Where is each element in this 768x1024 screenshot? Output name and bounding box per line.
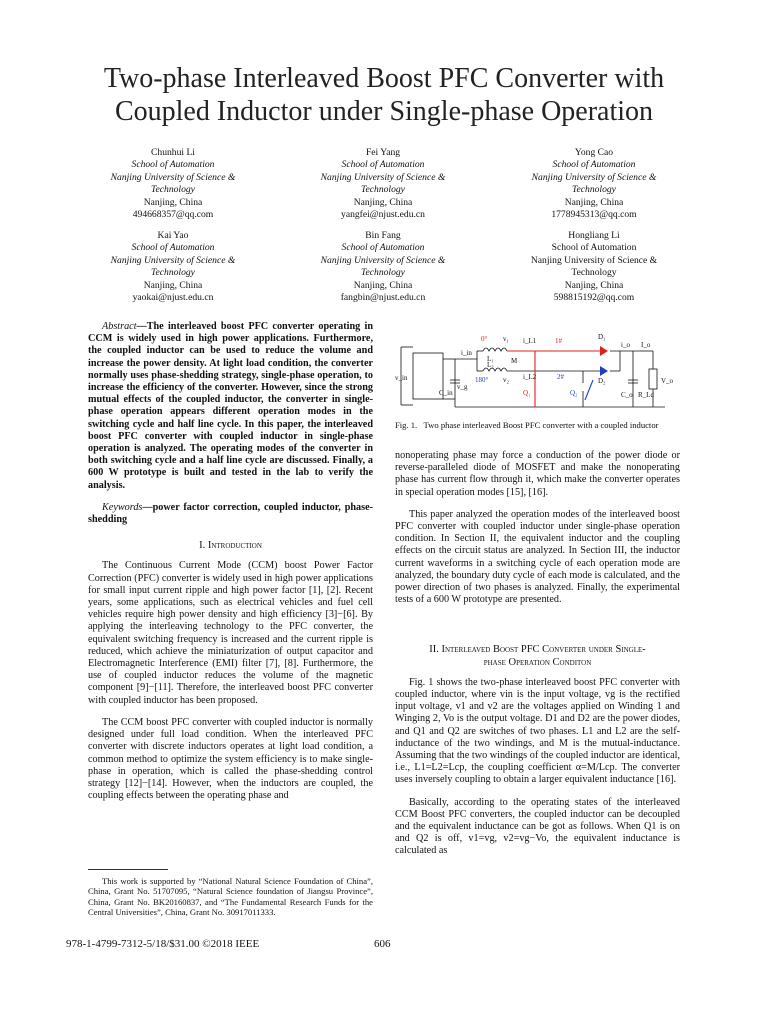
author-city: Nanjing, China xyxy=(564,279,624,291)
label-Co: C_o xyxy=(621,391,633,399)
author-affiliation: Nanjing University of Science & xyxy=(110,171,236,183)
label-iL2: i_L2 xyxy=(523,373,537,381)
section-heading-2-line-2: phase Operation Conditon xyxy=(483,656,592,668)
abstract xyxy=(88,321,373,492)
author-email: fangbin@njust.edu.cn xyxy=(340,292,426,304)
section2-paragraph-2: Basically, according to the operating states of the interleaved CCM Boost PFC converters, the coupled inductor can be decoupled and the equivalent inductance can be got as follows. When Q1 is on and Q2 is off, v1=vg, v2=vg−Vo, the equivalent inductance is calculated as xyxy=(395,796,680,857)
author-block xyxy=(283,147,483,221)
author-block xyxy=(494,147,694,221)
author-email: yaokai@njust.edu.cn xyxy=(132,292,214,304)
author-affiliation: Nanjing University of Science & xyxy=(320,171,446,183)
right-column xyxy=(395,450,680,858)
label-iL1: i_L1 xyxy=(523,337,537,345)
author-name: Kai Yao xyxy=(157,230,189,241)
author-name: Hongliang Li xyxy=(568,230,620,241)
author-name: Bin Fang xyxy=(365,230,401,241)
label-phase-0: 0° xyxy=(481,335,488,343)
figure-caption xyxy=(395,420,680,430)
author-email: 598815192@qq.com xyxy=(553,292,635,304)
abstract-label: Abstract xyxy=(102,321,137,332)
label-io: i_o xyxy=(621,341,630,349)
author-affiliation: School of Automation xyxy=(131,242,215,254)
author-affiliation: School of Automation xyxy=(551,242,637,254)
author-affiliation: Nanjing University of Science & xyxy=(531,171,657,183)
isbn-line: 978-1-4799-7312-5/18/$31.00 ©2018 IEEE xyxy=(66,938,260,950)
author-affiliation: Technology xyxy=(572,184,616,196)
page-number: 606 xyxy=(374,938,391,950)
label-path-1: 1# xyxy=(555,337,562,345)
right-paragraph-2: This paper analyzed the operation modes of the interleaved boost PFC converter with coupled inductor under single-phase operation condition. In Section II, the equivalent inductor and the coupling effects on the circuit status are analyzed. In Section III, the inductor current waveforms in a switching cycle of each operation mode are analyzed, the boundary duty cycle of each mode is calculated, and the power direction of two phases is analyzed. Finally, the experimental tests of a 600 W prototype are presented. xyxy=(395,508,680,606)
label-path-2: 2# xyxy=(557,373,564,381)
author-affiliation: Nanjing University of Science & xyxy=(530,254,658,266)
section2-paragraph-1: Fig. 1 shows the two-phase interleaved boost PFC converter with coupled inductor, where vin is the input voltage, vg is the rectified input voltage, v1 and v2 are the voltages applied on Winding 1 and Winging 2, Vo is the output voltage. D1 and D2 are the power diodes, and Q1 and Q2 are switches of two phases. L1 and L2 are the self-inductance of the two windings, and M is the mutual-inductance. Assuming that the two windings of the coupled inductor are identical, i.e., L1=L2=Lcp, the coupling coefficient α=M/Lcp. The converter uses inversely coupling to obtain a larger equivalent inductance [16]. xyxy=(395,676,680,786)
author-name: Fei Yang xyxy=(365,147,401,158)
author-block xyxy=(494,230,694,304)
intro-paragraph-2: The CCM boost PFC converter with coupled inductor is normally designed under full load condition. When the interleaved PFC converter with discrete inductors operates at light load condition, a common method to optimize the system efficiency is to make single-phase in operation, which is called the phase-shedding control strategy [12]−[14]. However, when the inductors are coupled, the coupling effects between the operating phase and xyxy=(88,716,373,802)
author-email: yangfei@njust.edu.cn xyxy=(341,209,425,221)
author-email: 1778945313@qq.com xyxy=(551,209,637,221)
keywords-label: Keywords xyxy=(102,501,143,513)
author-affiliation: School of Automation xyxy=(131,159,215,171)
section-heading-2: II. Interleaved Boost PFC Converter under Single- xyxy=(429,644,646,656)
label-v2: v₂ xyxy=(503,376,509,384)
author-block xyxy=(73,230,273,304)
label-L1: L₁ xyxy=(487,355,494,363)
author-affiliation: Technology xyxy=(151,267,195,279)
abstract-text: —The interleaved boost PFC converter operating in CCM is widely used in high power applications. Furthermore, the coupled inductor can be used to reduce the volume and increase the power density. At light load condition, the converter normally uses phase-shedding strategy, single-phase operation, to increase the efficiency of the converter. However, since the strong mutual effects of the coupled inductor, the converter in single-phase operation appears different operation modes in the switching cycle and half line cycle. In this paper, the interleaved boost PFC converter with coupled inductor in single-phase operation is analyzed. The operating modes of the converter in both switching cycle and a half line cycle are discussed. Finally, a 600 W prototype is built and tested in the lab to verify the analysis. xyxy=(88,321,373,491)
author-name: Yong Cao xyxy=(574,147,614,158)
label-Q1: Q₁ xyxy=(523,389,531,397)
author-email: 494668357@qq.com xyxy=(132,209,214,221)
title-line-2: Coupled Inductor under Single-phase Operation xyxy=(114,96,654,127)
label-D1: D₁ xyxy=(598,333,606,341)
author-affiliation: School of Automation xyxy=(341,242,425,254)
footnote: This work is supported by “National Natural Science Foundation of China”, China, Grant No. 51707095, “Natural Science foundation of Jiangsu Province”, China, Grant No. BK20160837, and “The Fundamental Research Funds for the Central Universities”, China, Grant No. 30917011333. xyxy=(88,876,373,918)
circuit-figure xyxy=(395,325,680,425)
title-line-1: Two-phase Interleaved Boost PFC Converter with xyxy=(103,63,665,94)
circuit-diagram xyxy=(395,325,680,425)
figure-caption-label: Fig. 1. xyxy=(395,420,418,430)
right-paragraph-1: nonoperating phase may force a conduction of the power diode or reverse-paralleled diode of MOSFET and make the nonoperating phase has current flow through it, which make the converter operates in special operation modes [15], [16]. xyxy=(395,450,680,498)
author-city: Nanjing, China xyxy=(353,279,413,291)
figure-caption-text: Two phase interleaved Boost PFC converter with a coupled inductor xyxy=(423,420,659,430)
author-affiliation: Nanjing University of Science & xyxy=(110,254,236,266)
label-iin: i_in xyxy=(461,349,472,357)
author-affiliation: Technology xyxy=(361,184,405,196)
label-phase-180: 180° xyxy=(475,376,489,384)
label-Vo: V_o xyxy=(661,377,674,385)
author-block xyxy=(283,230,483,304)
label-RLd: R_Ld xyxy=(638,391,654,399)
label-Io: I_o xyxy=(641,341,651,349)
footnote-rule xyxy=(88,869,168,870)
label-Q2: Q₂ xyxy=(570,389,578,397)
author-city: Nanjing, China xyxy=(143,279,203,291)
label-D2: D₂ xyxy=(598,377,606,385)
author-block xyxy=(73,147,273,221)
intro-paragraph-1: The Continuous Current Mode (CCM) boost Power Factor Correction (PFC) converter is widely used in high power applications for small input current ripple and high power factor [1], [2]. Recent years, some applications, such as electrical vehicles and fuel cell vehicles require high power density and high efficiency [3]−[6]. By applying the interleaving technology to the PFC converter, the equivalent switching frequency is increased and the current ripple is reduced, which achieve the miniaturization of output capacitor and Electromagnetic Interference (EMI) filter [7], [8]. Furthermore, the use of coupled inductor reduces the volume of the magnetic component [9]−[11]. Therefore, the interleaved boost PFC converter with coupled inductor has been proposed. xyxy=(88,560,373,706)
author-affiliation: School of Automation xyxy=(341,159,425,171)
label-Cin: C_in xyxy=(439,389,453,397)
author-affiliation: School of Automation xyxy=(552,159,636,171)
author-affiliation: Technology xyxy=(361,267,405,279)
keywords xyxy=(88,502,373,526)
author-city: Nanjing, China xyxy=(564,196,624,208)
paper-title xyxy=(40,62,728,128)
author-city: Nanjing, China xyxy=(353,196,413,208)
author-affiliation: Technology xyxy=(571,267,617,279)
label-vin: v_in xyxy=(395,374,408,382)
author-affiliation: Technology xyxy=(151,184,195,196)
label-L2: L₂ xyxy=(487,361,494,369)
author-city: Nanjing, China xyxy=(143,196,203,208)
author-name: Chunhui Li xyxy=(151,147,195,158)
label-v1: v₁ xyxy=(503,335,509,343)
section-heading-introduction: I. Introduction xyxy=(199,540,262,552)
author-affiliation: Nanjing University of Science & xyxy=(320,254,446,266)
left-column xyxy=(88,321,373,802)
label-vg: v_g xyxy=(457,383,468,391)
keywords-text: —power factor correction, coupled inductor, phase-shedding xyxy=(88,501,373,526)
label-M: M xyxy=(511,357,518,365)
